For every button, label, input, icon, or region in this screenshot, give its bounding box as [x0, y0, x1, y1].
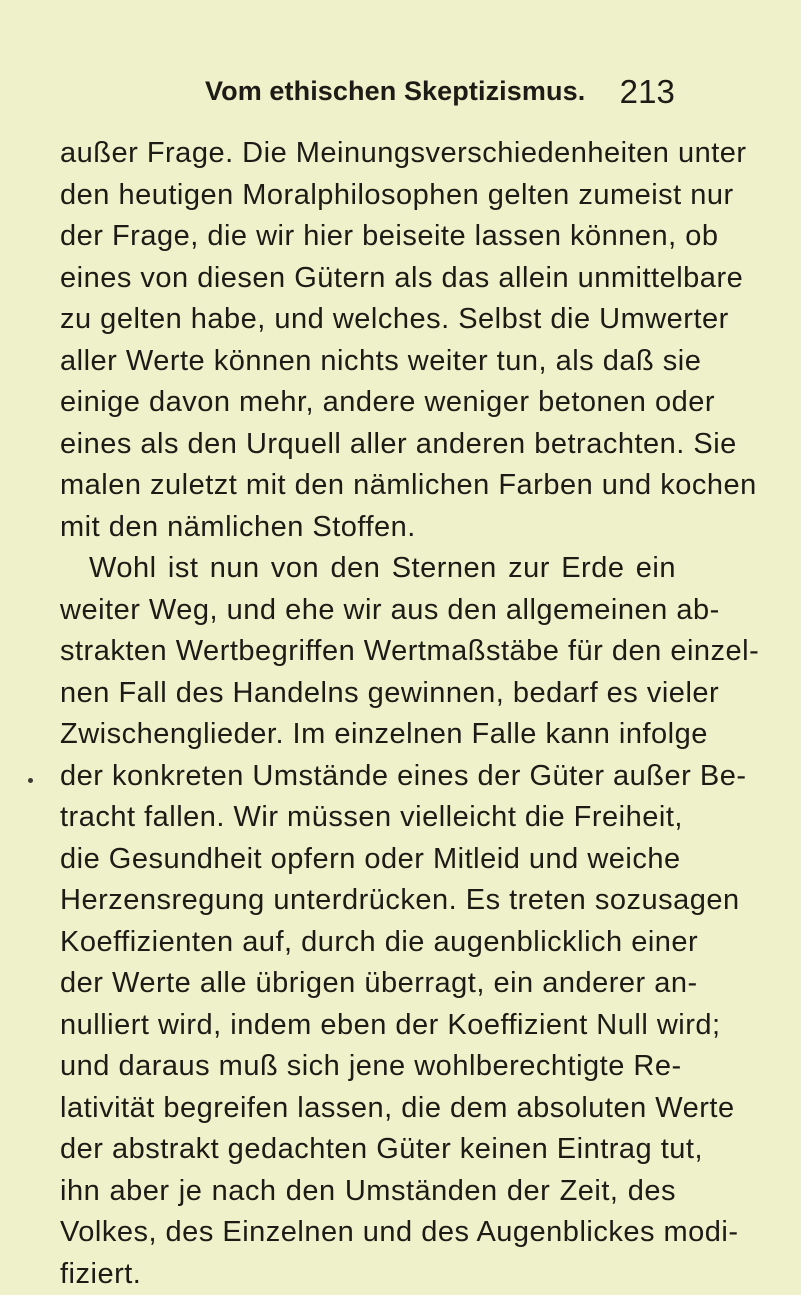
text-line: den heutigen Moralphilosophen gelten zumeist nur: [60, 175, 676, 217]
text-line: der Frage, die wir hier beiseite lassen können, ob: [60, 216, 676, 258]
text-line: weiter Weg, und ehe wir aus den allgemeinen ab-: [60, 590, 676, 632]
text-line: zu gelten habe, und welches. Selbst die Umwerter: [60, 299, 676, 341]
text-line: nen Fall des Handelns gewinnen, bedarf es vieler: [60, 673, 676, 715]
paragraph-first-line: Wohl ist nun von den Sternen zur Erde ein: [60, 548, 676, 590]
text-line: aller Werte können nichts weiter tun, als daß sie: [60, 341, 676, 383]
text-line: der konkreten Umstände eines der Güter außer Be-: [60, 756, 676, 798]
page-number: 213: [620, 73, 675, 111]
text-line: lativität begreifen lassen, die dem absoluten Werte: [60, 1088, 676, 1130]
text-line: tracht fallen. Wir müssen vielleicht die Freiheit,: [60, 797, 676, 839]
text-line: eines als den Urquell aller anderen betrachten. Sie: [60, 424, 676, 466]
text-line: eines von diesen Gütern als das allein unmittelbare: [60, 258, 676, 300]
text-line: ihn aber je nach den Umständen der Zeit, des: [60, 1171, 676, 1213]
text-line: außer Frage. Die Meinungsverschiedenheiten unter: [60, 133, 676, 175]
text-line: nulliert wird, indem eben der Koeffizient Null wird;: [60, 1005, 676, 1047]
running-title: Vom ethischen Skeptizismus.: [205, 76, 585, 107]
body-text: [60, 133, 676, 1295]
text-line: Zwischenglieder. Im einzelnen Falle kann infolge: [60, 714, 676, 756]
text-line: der abstrakt gedachten Güter keinen Eintrag tut,: [60, 1129, 676, 1171]
text-line: Herzensregung unterdrücken. Es treten sozusagen: [60, 880, 676, 922]
text-line: strakten Wertbegriffen Wertmaßstäbe für den einzel-: [60, 631, 676, 673]
margin-dot-mark: [28, 778, 33, 783]
paragraph-end-line: mit den nämlichen Stoffen.: [60, 507, 676, 549]
text-line: und daraus muß sich jene wohlberechtigte Re-: [60, 1046, 676, 1088]
text-line: die Gesundheit opfern oder Mitleid und weiche: [60, 839, 676, 881]
text-line: der Werte alle übrigen überragt, ein anderer an-: [60, 963, 676, 1005]
text-line: Koeffizienten auf, durch die augenblicklich einer: [60, 922, 676, 964]
running-head: [205, 76, 675, 120]
text-line: einige davon mehr, andere weniger betonen oder: [60, 382, 676, 424]
text-line: Volkes, des Einzelnen und des Augenblickes modi-: [60, 1212, 676, 1254]
paragraph-end-line: fiziert.: [60, 1254, 676, 1295]
text-line: malen zuletzt mit den nämlichen Farben und kochen: [60, 465, 676, 507]
